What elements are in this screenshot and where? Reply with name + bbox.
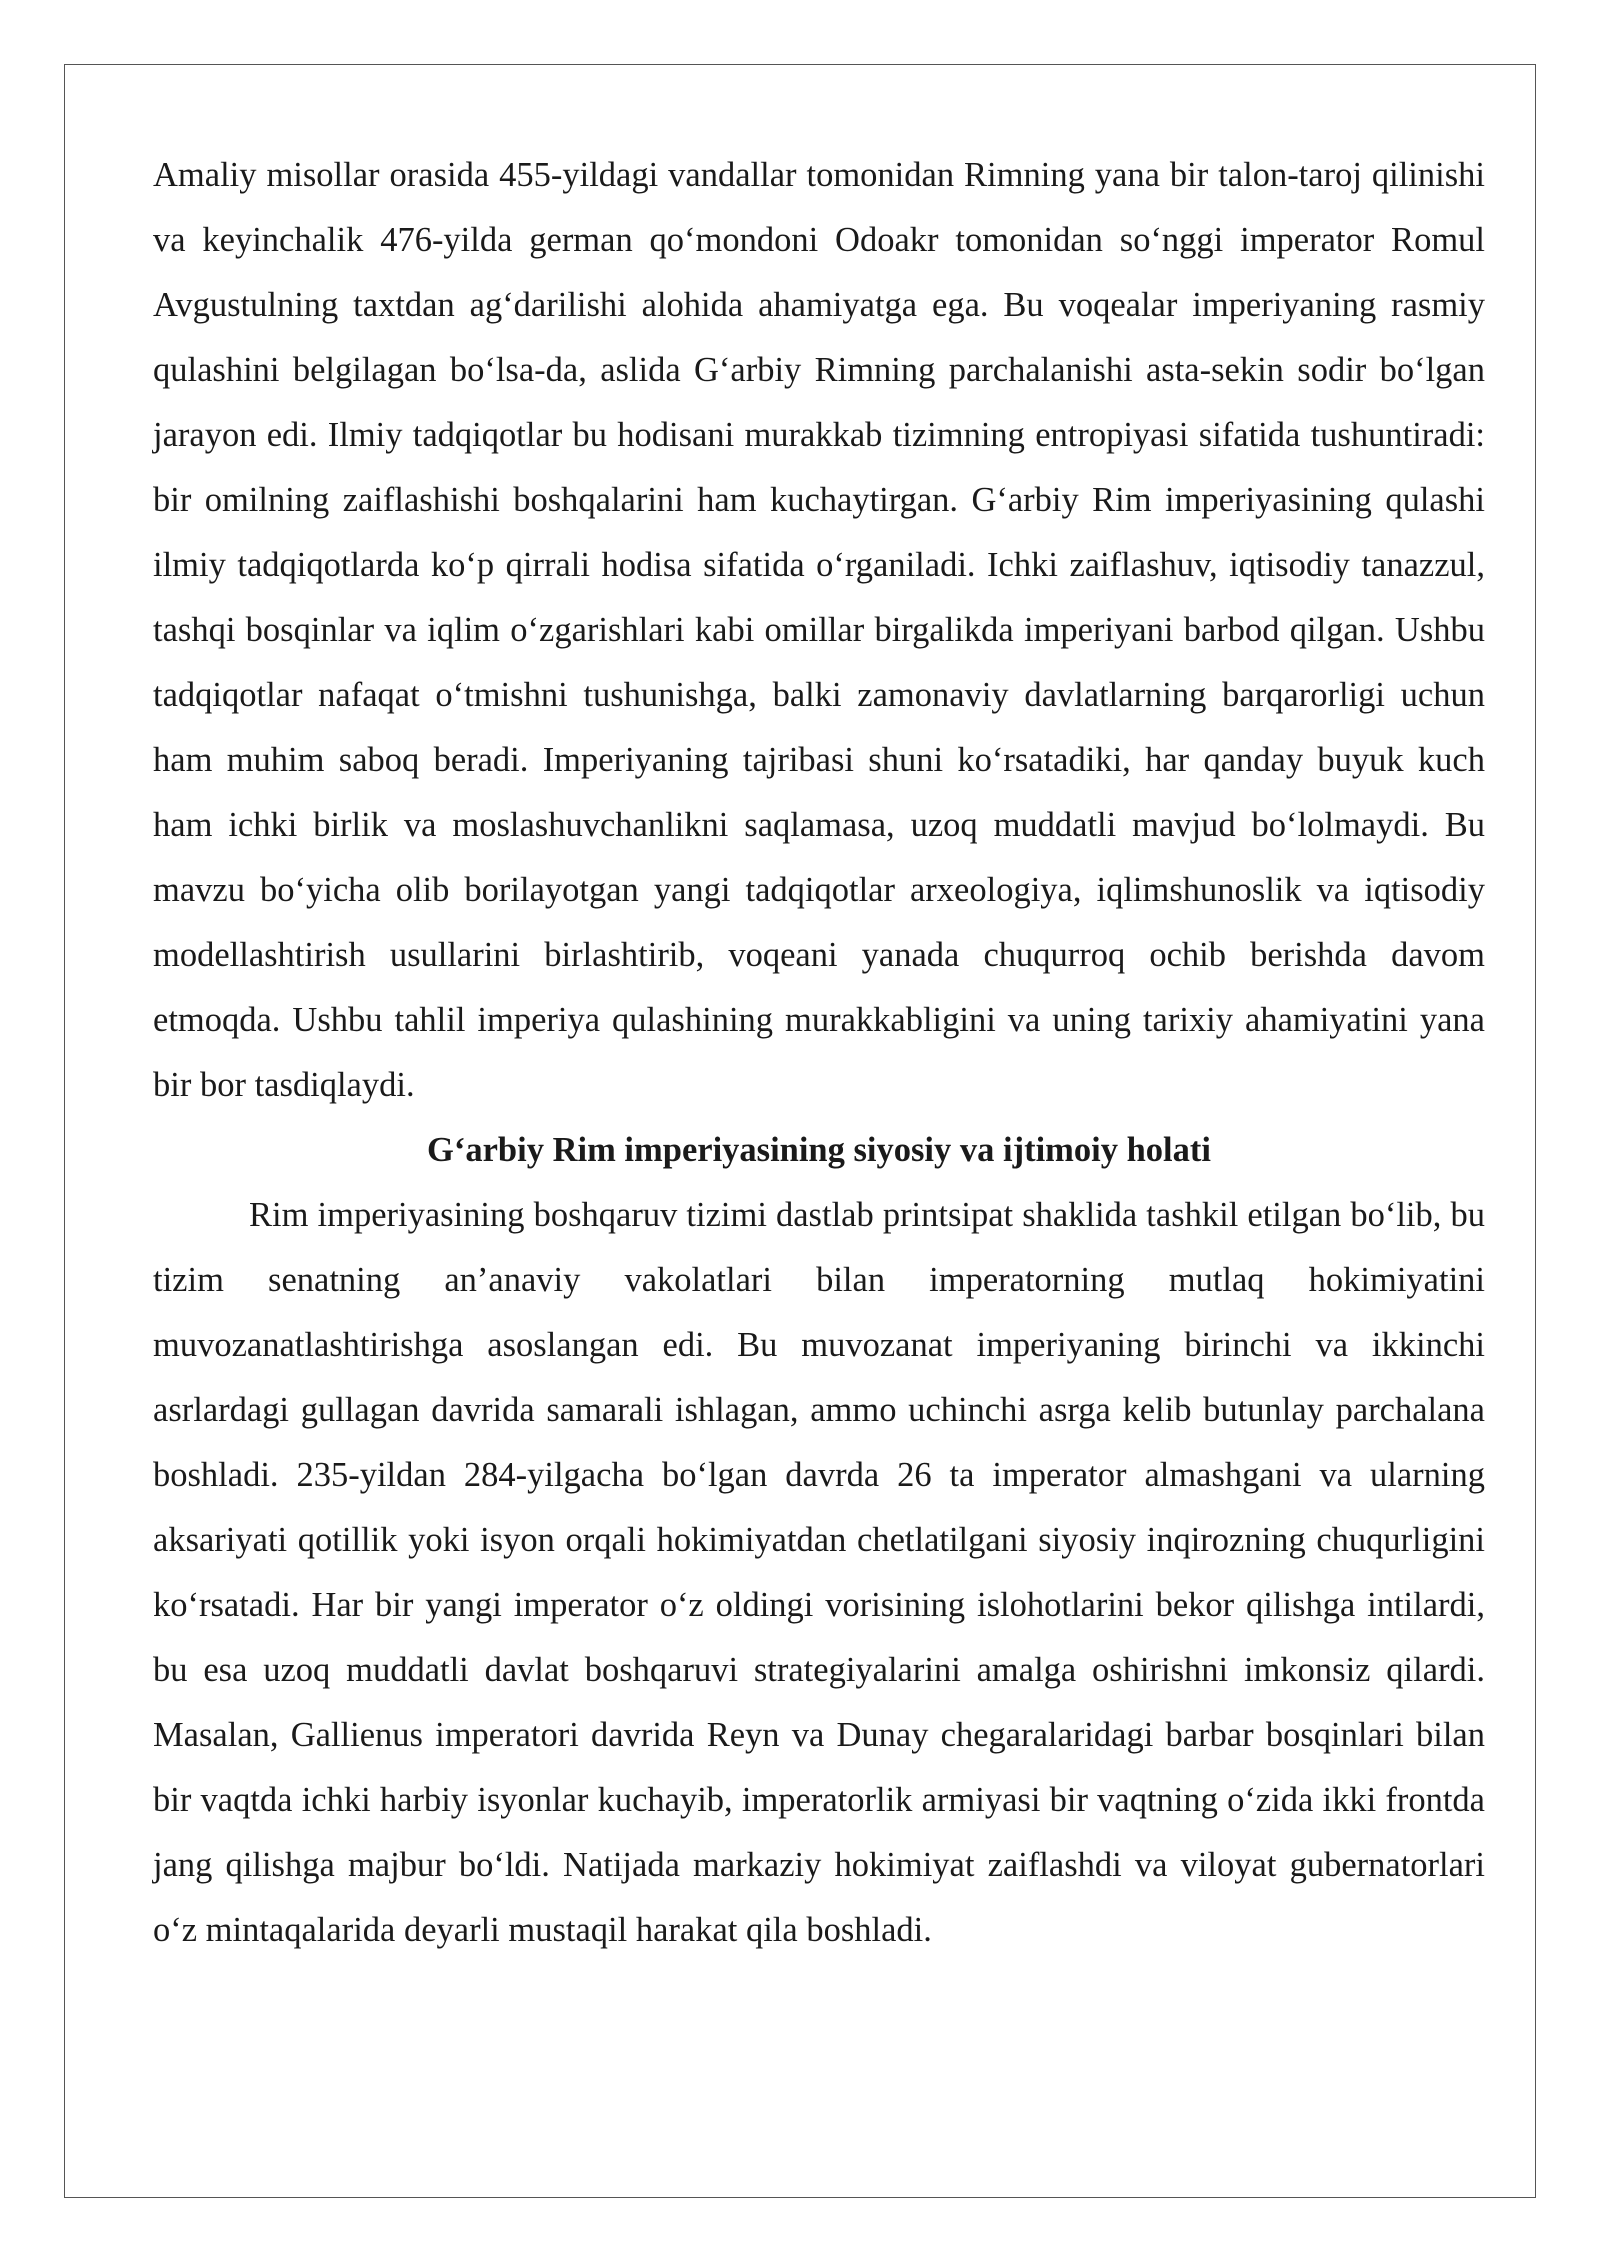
paragraph-1: Amaliy misollar orasida 455-yildagi vandallar tomonidan Rimning yana bir talon-taroj qilinishi va keyinchalik 476-yilda german qo‘mondoni Odoakr tomonidan so‘nggi imperator Romul Avgustulning taxtdan ag‘darilishi alohida ahamiyatga ega. Bu voqealar imperiyaning rasmiy qulashini belgilagan bo‘lsa-da, aslida G‘arbiy Rimning parchalanishi asta-sekin sodir bo‘lgan jarayon edi. Ilmiy tadqiqotlar bu hodisani murakkab tizimning entropiyasi sifatida tushuntiradi: bir omilning zaiflashishi boshqalarini ham kuchaytirgan. G‘arbiy Rim imperiyasining qulashi ilmiy tadqiqotlarda ko‘p qirrali hodisa sifatida o‘rganiladi. Ichki zaiflashuv, iqtisodiy tanazzul, tashqi bosqinlar va iqlim o‘zgarishlari kabi omillar birgalikda imperiyani barbod qilgan. Ushbu tadqiqotlar nafaqat o‘tmishni tushunishga, balki zamonaviy davlatlarning barqarorligi uchun ham muhim saboq beradi. Imperiyaning tajribasi shuni ko‘rsatadiki, har qanday buyuk kuch ham ichki birlik va moslashuvchanlikni saqlamasa, uzoq muddatli mavjud bo‘lolmaydi. Bu mavzu bo‘yicha olib borilayotgan yangi tadqiqotlar arxeologiya, iqlimshunoslik va iqtisodiy modellashtirish usullarini birlashtirib, voqeani yanada chuqurroq ochib berishda davom etmoqda. Ushbu tahlil imperiya qulashining murakkabligini va uning tarixiy ahamiyatini yana bir bor tasdiqlaydi. [153,156,1485,1104]
paragraph-2: Rim imperiyasining boshqaruv tizimi dastlab printsipat shaklida tashkil etilgan bo‘lib, bu tizim senatning an’anaviy vakolatlari bilan imperatorning mutlaq hokimiyatini muvozanatlashtirishga asoslangan edi. Bu muvozanat imperiyaning birinchi va ikkinchi asrlardagi gullagan davrida samarali ishlagan, ammo uchinchi asrga kelib butunlay parchalana boshladi. 235-yildan 284-yilgacha bo‘lgan davrda 26 ta imperator almashgani va ularning aksariyati qotillik yoki isyon orqali hokimiyatdan chetlatilgani siyosiy inqirozning chuqurligini ko‘rsatadi. Har bir yangi imperator o‘z oldingi vorisining islohotlarini bekor qilishga intilardi, bu esa uzoq muddatli davlat boshqaruvi strategiyalarini amalga oshirishni imkonsiz qilardi. Masalan, Gallienus imperatori davrida Reyn va Dunay chegaralaridagi barbar bosqinlari bilan bir vaqtda ichki harbiy isyonlar kuchayib, imperatorlik armiyasi bir vaqtning o‘zida ikki frontda jang qilishga majbur bo‘ldi. Natijada markaziy hokimiyat zaiflashdi va viloyat gubernatorlari o‘z mintaqalarida deyarli mustaqil harakat qila boshladi. [153,1196,1485,1949]
section-heading: G‘arbiy Rim imperiyasining siyosiy va ijtimoiy holati [427,1131,1211,1169]
document-body [153,143,1485,1963]
